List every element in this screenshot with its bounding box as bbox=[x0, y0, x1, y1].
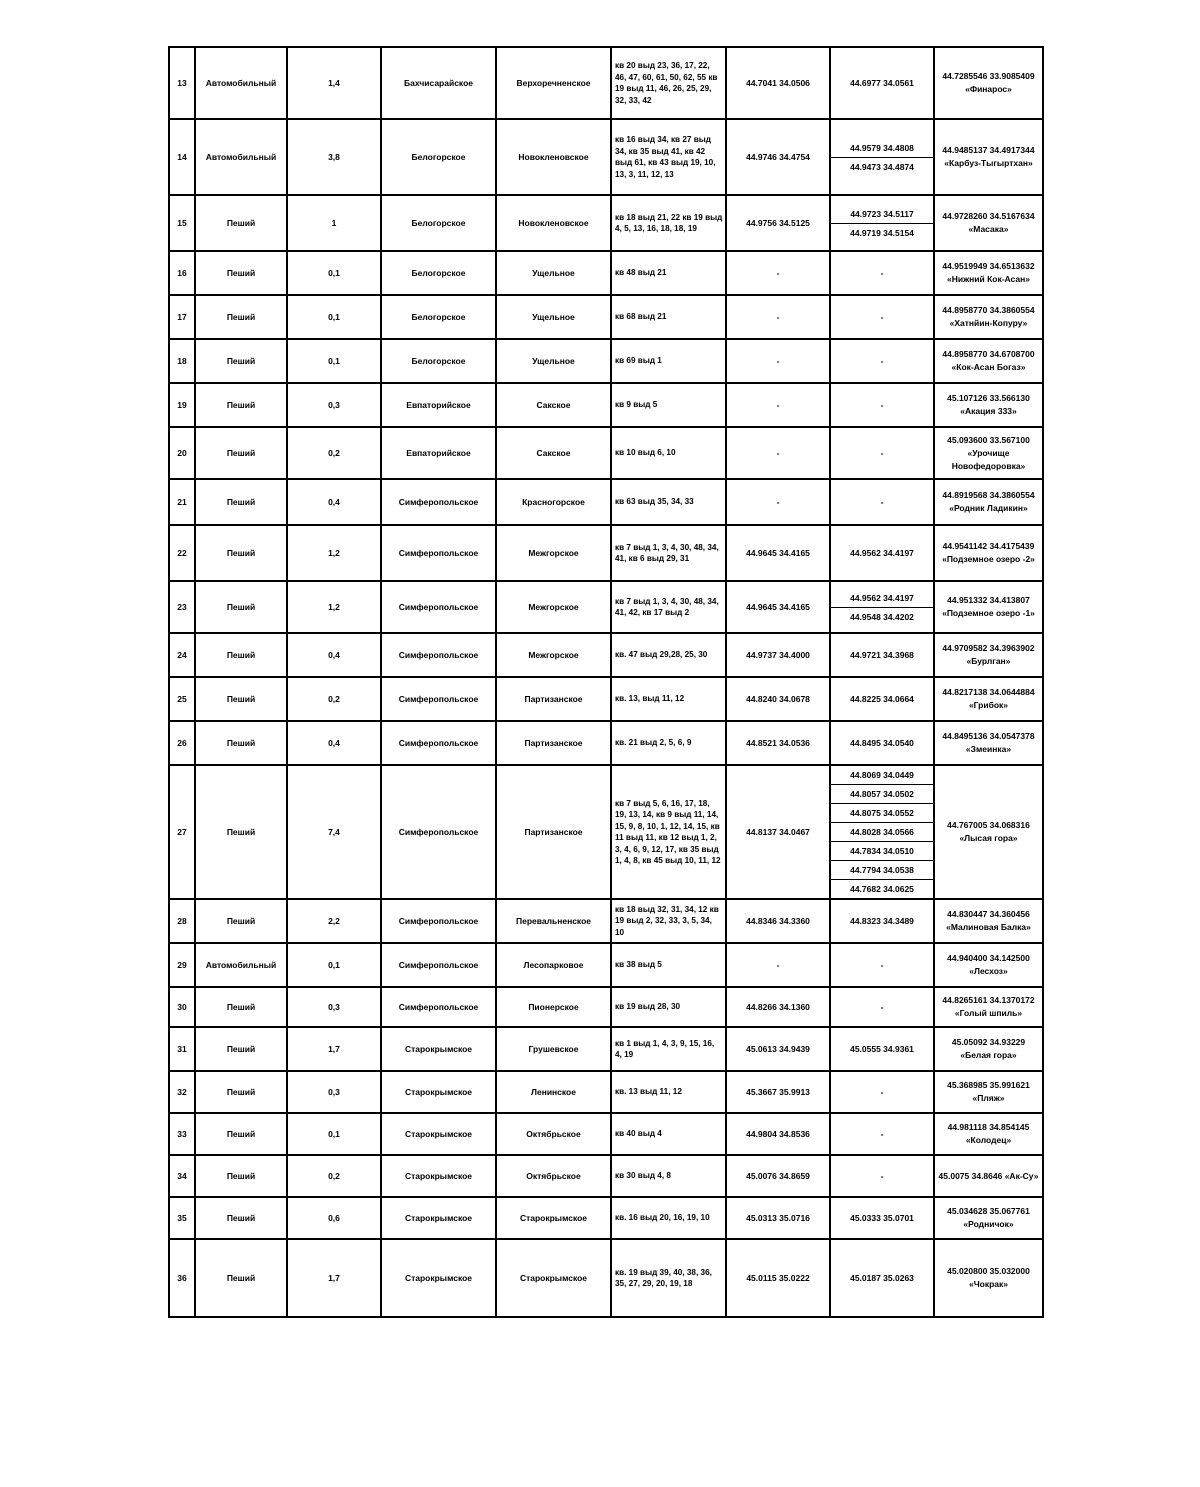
route-length: 1,2 bbox=[287, 525, 381, 581]
table-body bbox=[169, 47, 1043, 1317]
site-location: 44.8919568 34.3860554 «Родник Ладикин» bbox=[934, 479, 1043, 525]
forest-district: Ленинское bbox=[496, 1071, 611, 1113]
route-type: Пеший bbox=[195, 295, 287, 339]
table-row bbox=[169, 119, 1043, 195]
forest-district: Новокленовское bbox=[496, 119, 611, 195]
route-type: Пеший bbox=[195, 1071, 287, 1113]
table-row bbox=[169, 339, 1043, 383]
forest-district: Октябрьское bbox=[496, 1155, 611, 1197]
end-coords: 44.9562 34.4197 bbox=[830, 525, 934, 581]
table-row bbox=[169, 251, 1043, 295]
route-length: 0,4 bbox=[287, 633, 381, 677]
forest-district: Старокрымское bbox=[496, 1239, 611, 1317]
start-coords: - bbox=[726, 383, 830, 427]
table-row bbox=[169, 1239, 1043, 1317]
route-length: 2,2 bbox=[287, 899, 381, 943]
row-number: 23 bbox=[169, 581, 195, 633]
end-coords-stack bbox=[831, 766, 933, 898]
forest-district: Ущельное bbox=[496, 295, 611, 339]
table-row bbox=[169, 677, 1043, 721]
quarters-list: кв 10 выд 6, 10 bbox=[611, 427, 726, 479]
quarters-list: кв. 19 выд 39, 40, 38, 36, 35, 27, 29, 20, 19, 18 bbox=[611, 1239, 726, 1317]
site-location: 44.830447 34.360456 «Малиновая Балка» bbox=[934, 899, 1043, 943]
row-number: 22 bbox=[169, 525, 195, 581]
table-row bbox=[169, 1197, 1043, 1239]
forest-district: Октябрьское bbox=[496, 1113, 611, 1155]
row-number: 17 bbox=[169, 295, 195, 339]
route-length: 1,2 bbox=[287, 581, 381, 633]
route-type: Пеший bbox=[195, 1239, 287, 1317]
site-location: 45.107126 33.566130 «Акация 333» bbox=[934, 383, 1043, 427]
start-coords: 44.9645 34.4165 bbox=[726, 525, 830, 581]
route-length: 0,3 bbox=[287, 383, 381, 427]
table-row bbox=[169, 47, 1043, 119]
forest-district: Партизанское bbox=[496, 677, 611, 721]
start-coords: - bbox=[726, 943, 830, 987]
forest-district: Сакское bbox=[496, 427, 611, 479]
end-coords: - bbox=[830, 479, 934, 525]
forestry-name: Евпаторийское bbox=[381, 383, 496, 427]
end-coords: 44.9721 34.3968 bbox=[830, 633, 934, 677]
end-coords: 44.8323 34.3489 bbox=[830, 899, 934, 943]
route-length: 0,2 bbox=[287, 677, 381, 721]
route-type: Пеший bbox=[195, 525, 287, 581]
end-coords-value: 44.8075 34.0552 bbox=[831, 804, 933, 823]
forestry-name: Белогорское bbox=[381, 119, 496, 195]
site-location: 44.7285546 33.9085409 «Финарос» bbox=[934, 47, 1043, 119]
end-coords-value: 44.9723 34.5117 bbox=[831, 205, 933, 224]
site-location: 45.0075 34.8646 «Ак-Су» bbox=[934, 1155, 1043, 1197]
site-location: 45.020800 35.032000 «Чокрак» bbox=[934, 1239, 1043, 1317]
start-coords: 45.0115 35.0222 bbox=[726, 1239, 830, 1317]
forest-district: Межгорское bbox=[496, 633, 611, 677]
quarters-list: кв 18 выд 32, 31, 34, 12 кв 19 выд 2, 32, 33, 3, 5, 34, 10 bbox=[611, 899, 726, 943]
site-location: 45.093600 33.567100 «Урочище Новофедоровка» bbox=[934, 427, 1043, 479]
start-coords: 44.7041 34.0506 bbox=[726, 47, 830, 119]
start-coords: 44.9804 34.8536 bbox=[726, 1113, 830, 1155]
forest-district: Ущельное bbox=[496, 339, 611, 383]
route-length: 0,2 bbox=[287, 427, 381, 479]
row-number: 24 bbox=[169, 633, 195, 677]
start-coords: 44.9645 34.4165 bbox=[726, 581, 830, 633]
route-length: 3,8 bbox=[287, 119, 381, 195]
end-coords-value: 44.9473 34.4874 bbox=[850, 161, 914, 172]
site-location: 44.8958770 34.6708700 «Кок-Асан Богаз» bbox=[934, 339, 1043, 383]
row-number: 31 bbox=[169, 1027, 195, 1071]
table-row bbox=[169, 987, 1043, 1027]
end-coords: - bbox=[830, 1155, 934, 1197]
route-type: Пеший bbox=[195, 479, 287, 525]
route-length: 1,4 bbox=[287, 47, 381, 119]
end-coords-value: 44.7834 34.0510 bbox=[831, 842, 933, 861]
row-number: 35 bbox=[169, 1197, 195, 1239]
row-number: 21 bbox=[169, 479, 195, 525]
forest-district: Сакское bbox=[496, 383, 611, 427]
forest-district: Красногорское bbox=[496, 479, 611, 525]
end-coords-value: 44.7682 34.0625 bbox=[850, 884, 914, 894]
row-number: 32 bbox=[169, 1071, 195, 1113]
site-location: 44.9519949 34.6513632 «Нижний Кок-Асан» bbox=[934, 251, 1043, 295]
forest-district: Межгорское bbox=[496, 525, 611, 581]
route-type: Пеший bbox=[195, 383, 287, 427]
row-number: 28 bbox=[169, 899, 195, 943]
table-row bbox=[169, 581, 1043, 633]
table-row bbox=[169, 195, 1043, 251]
site-location: 44.8958770 34.3860554 «Хатнйин-Копуру» bbox=[934, 295, 1043, 339]
end-coords: - bbox=[830, 383, 934, 427]
site-location: 44.8217138 34.0644884 «Грибок» bbox=[934, 677, 1043, 721]
site-location: 44.9485137 34.4917344 «Карбуз-Тыгыртхан» bbox=[934, 119, 1043, 195]
end-coords-value: 44.9719 34.5154 bbox=[850, 227, 914, 238]
row-number: 15 bbox=[169, 195, 195, 251]
end-coords: 45.0333 35.0701 bbox=[830, 1197, 934, 1239]
row-number: 36 bbox=[169, 1239, 195, 1317]
forest-district: Грушевское bbox=[496, 1027, 611, 1071]
forest-district: Верхоречненское bbox=[496, 47, 611, 119]
start-coords: - bbox=[726, 339, 830, 383]
end-coords-stack bbox=[831, 205, 933, 242]
forest-district: Новокленовское bbox=[496, 195, 611, 251]
row-number: 29 bbox=[169, 943, 195, 987]
forest-district: Партизанское bbox=[496, 721, 611, 765]
end-coords-value: 44.7794 34.0538 bbox=[831, 861, 933, 880]
start-coords: 45.0613 34.9439 bbox=[726, 1027, 830, 1071]
start-coords: 44.8346 34.3360 bbox=[726, 899, 830, 943]
table-row bbox=[169, 899, 1043, 943]
row-number: 34 bbox=[169, 1155, 195, 1197]
quarters-list: кв 16 выд 34, кв 27 выд 34, кв 35 выд 41, кв 42 выд 61, кв 43 выд 19, 10, 13, 3, 11, 12, 13 bbox=[611, 119, 726, 195]
forest-district: Старокрымское bbox=[496, 1197, 611, 1239]
site-location: 44.981118 34.854145 «Колодец» bbox=[934, 1113, 1043, 1155]
forestry-name: Старокрымское bbox=[381, 1197, 496, 1239]
quarters-list: кв. 16 выд 20, 16, 19, 10 bbox=[611, 1197, 726, 1239]
end-coords-value: 44.9548 34.4202 bbox=[850, 611, 914, 622]
end-coords bbox=[830, 581, 934, 633]
forest-district: Лесопарковое bbox=[496, 943, 611, 987]
quarters-list: кв 69 выд 1 bbox=[611, 339, 726, 383]
quarters-list: кв 7 выд 1, 3, 4, 30, 48, 34, 41, кв 6 выд 29, 31 bbox=[611, 525, 726, 581]
table-row bbox=[169, 633, 1043, 677]
route-length: 0,1 bbox=[287, 295, 381, 339]
route-type: Пеший bbox=[195, 195, 287, 251]
forestry-name: Симферопольское bbox=[381, 525, 496, 581]
row-number: 19 bbox=[169, 383, 195, 427]
table-row bbox=[169, 427, 1043, 479]
quarters-list: кв 7 выд 1, 3, 4, 30, 48, 34, 41, 42, кв 17 выд 2 bbox=[611, 581, 726, 633]
end-coords: - bbox=[830, 987, 934, 1027]
route-type: Пеший bbox=[195, 581, 287, 633]
site-location: 44.9709582 34.3963902 «Бурлган» bbox=[934, 633, 1043, 677]
row-number: 18 bbox=[169, 339, 195, 383]
start-coords: 45.3667 35.9913 bbox=[726, 1071, 830, 1113]
start-coords: 44.8521 34.0536 bbox=[726, 721, 830, 765]
route-length: 0,1 bbox=[287, 251, 381, 295]
forestry-name: Симферопольское bbox=[381, 721, 496, 765]
forestry-name: Симферопольское bbox=[381, 633, 496, 677]
route-length: 0,1 bbox=[287, 339, 381, 383]
route-type: Пеший bbox=[195, 339, 287, 383]
end-coords: - bbox=[830, 1113, 934, 1155]
route-type: Пеший bbox=[195, 633, 287, 677]
start-coords: 44.8266 34.1360 bbox=[726, 987, 830, 1027]
table-row bbox=[169, 295, 1043, 339]
row-number: 20 bbox=[169, 427, 195, 479]
route-length: 7,4 bbox=[287, 765, 381, 899]
forestry-name: Старокрымское bbox=[381, 1071, 496, 1113]
table-row bbox=[169, 1155, 1043, 1197]
row-number: 13 bbox=[169, 47, 195, 119]
table-row bbox=[169, 943, 1043, 987]
route-length: 1,7 bbox=[287, 1027, 381, 1071]
table-row bbox=[169, 479, 1043, 525]
start-coords: - bbox=[726, 427, 830, 479]
route-length: 0,1 bbox=[287, 943, 381, 987]
end-coords: - bbox=[830, 339, 934, 383]
start-coords: 45.0076 34.8659 bbox=[726, 1155, 830, 1197]
quarters-list: кв 68 выд 21 bbox=[611, 295, 726, 339]
end-coords-value: 44.9562 34.4197 bbox=[831, 589, 933, 608]
route-type: Пеший bbox=[195, 987, 287, 1027]
forestry-name: Белогорское bbox=[381, 251, 496, 295]
start-coords: 44.8240 34.0678 bbox=[726, 677, 830, 721]
end-coords bbox=[830, 765, 934, 899]
forest-district: Ущельное bbox=[496, 251, 611, 295]
forestry-name: Симферопольское bbox=[381, 943, 496, 987]
start-coords: 44.8137 34.0467 bbox=[726, 765, 830, 899]
table-row bbox=[169, 525, 1043, 581]
quarters-list: кв 30 выд 4, 8 bbox=[611, 1155, 726, 1197]
forest-district: Межгорское bbox=[496, 581, 611, 633]
route-type: Автомобильный bbox=[195, 943, 287, 987]
end-coords-value: 44.8028 34.0566 bbox=[831, 823, 933, 842]
site-location: 45.368985 35.991621 «Пляж» bbox=[934, 1071, 1043, 1113]
quarters-list: кв 19 выд 28, 30 bbox=[611, 987, 726, 1027]
route-length: 0,3 bbox=[287, 1071, 381, 1113]
route-type: Автомобильный bbox=[195, 47, 287, 119]
route-length: 1,7 bbox=[287, 1239, 381, 1317]
table-row bbox=[169, 1071, 1043, 1113]
row-number: 30 bbox=[169, 987, 195, 1027]
route-length: 1 bbox=[287, 195, 381, 251]
end-coords-value: 44.8069 34.0449 bbox=[831, 766, 933, 785]
row-number: 25 bbox=[169, 677, 195, 721]
route-type: Автомобильный bbox=[195, 119, 287, 195]
forest-district: Партизанское bbox=[496, 765, 611, 899]
end-coords: - bbox=[830, 943, 934, 987]
site-location: 45.05092 34.93229 «Белая гора» bbox=[934, 1027, 1043, 1071]
site-location: 44.951332 34.413807 «Подземное озеро -1» bbox=[934, 581, 1043, 633]
end-coords-value: 44.8057 34.0502 bbox=[831, 785, 933, 804]
route-type: Пеший bbox=[195, 1027, 287, 1071]
row-number: 16 bbox=[169, 251, 195, 295]
table-row bbox=[169, 721, 1043, 765]
end-coords-value: 44.9579 34.4808 bbox=[831, 139, 933, 158]
quarters-list: кв 18 выд 21, 22 кв 19 выд 4, 5, 13, 16, 18, 18, 19 bbox=[611, 195, 726, 251]
route-length: 0,1 bbox=[287, 1113, 381, 1155]
start-coords: 44.9737 34.4000 bbox=[726, 633, 830, 677]
end-coords: - bbox=[830, 427, 934, 479]
forest-district: Перевальненское bbox=[496, 899, 611, 943]
route-type: Пеший bbox=[195, 899, 287, 943]
row-number: 33 bbox=[169, 1113, 195, 1155]
route-type: Пеший bbox=[195, 677, 287, 721]
forestry-name: Старокрымское bbox=[381, 1027, 496, 1071]
quarters-list: кв 20 выд 23, 36, 17, 22, 46, 47, 60, 61, 50, 62, 55 кв 19 выд 11, 46, 26, 25, 29, 32, 33, 42 bbox=[611, 47, 726, 119]
start-coords: 45.0313 35.0716 bbox=[726, 1197, 830, 1239]
row-number: 27 bbox=[169, 765, 195, 899]
route-length: 0,4 bbox=[287, 721, 381, 765]
end-coords bbox=[830, 119, 934, 195]
forestry-name: Симферопольское bbox=[381, 581, 496, 633]
route-type: Пеший bbox=[195, 1155, 287, 1197]
row-number: 26 bbox=[169, 721, 195, 765]
forestry-name: Белогорское bbox=[381, 295, 496, 339]
site-location: 44.940400 34.142500 «Лесхоз» bbox=[934, 943, 1043, 987]
quarters-list: кв 7 выд 5, 6, 16, 17, 18, 19, 13, 14, кв 9 выд 11, 14, 15, 9, 8, 10, 1, 12, 14, 15, кв 11 выд 11, кв 12 выд 1, 2, 3, 4, 6, 9, 12, 17, кв 35 выд 1, 4, 8, кв 45 выд 10, 11, 12 bbox=[611, 765, 726, 899]
forestry-name: Старокрымское bbox=[381, 1239, 496, 1317]
route-type: Пеший bbox=[195, 1113, 287, 1155]
table-row bbox=[169, 765, 1043, 899]
site-location: 44.8265161 34.1370172 «Голый шпиль» bbox=[934, 987, 1043, 1027]
forestry-name: Симферопольское bbox=[381, 899, 496, 943]
end-coords: - bbox=[830, 251, 934, 295]
quarters-list: кв. 13, выд 11, 12 bbox=[611, 677, 726, 721]
forestry-name: Евпаторийское bbox=[381, 427, 496, 479]
forestry-name: Симферопольское bbox=[381, 765, 496, 899]
end-coords: - bbox=[830, 1071, 934, 1113]
table-row bbox=[169, 1113, 1043, 1155]
site-location: 45.034628 35.067761 «Родничок» bbox=[934, 1197, 1043, 1239]
forestry-name: Симферопольское bbox=[381, 479, 496, 525]
document-page bbox=[168, 46, 1044, 1318]
trails-table bbox=[168, 46, 1044, 1318]
quarters-list: кв 1 выд 1, 4, 3, 9, 15, 16, 4, 19 bbox=[611, 1027, 726, 1071]
forestry-name: Белогорское bbox=[381, 195, 496, 251]
row-number: 14 bbox=[169, 119, 195, 195]
route-length: 0,3 bbox=[287, 987, 381, 1027]
end-coords: 45.0555 34.9361 bbox=[830, 1027, 934, 1071]
site-location: 44.9728260 34.5167634 «Масака» bbox=[934, 195, 1043, 251]
end-coords: 44.8495 34.0540 bbox=[830, 721, 934, 765]
end-coords: 44.6977 34.0561 bbox=[830, 47, 934, 119]
start-coords: - bbox=[726, 251, 830, 295]
quarters-list: кв 48 выд 21 bbox=[611, 251, 726, 295]
table-row bbox=[169, 1027, 1043, 1071]
quarters-list: кв. 47 выд 29,28, 25, 30 bbox=[611, 633, 726, 677]
site-location: 44.9541142 34.4175439 «Подземное озеро -2» bbox=[934, 525, 1043, 581]
quarters-list: кв. 21 выд 2, 5, 6, 9 bbox=[611, 721, 726, 765]
route-type: Пеший bbox=[195, 427, 287, 479]
forestry-name: Белогорское bbox=[381, 339, 496, 383]
quarters-list: кв 63 выд 35, 34, 33 bbox=[611, 479, 726, 525]
site-location: 44.767005 34.068316 «Лысая гора» bbox=[934, 765, 1043, 899]
start-coords: 44.9756 34.5125 bbox=[726, 195, 830, 251]
forest-district: Пионерское bbox=[496, 987, 611, 1027]
route-length: 0,2 bbox=[287, 1155, 381, 1197]
forestry-name: Симферопольское bbox=[381, 987, 496, 1027]
forestry-name: Старокрымское bbox=[381, 1113, 496, 1155]
route-type: Пеший bbox=[195, 765, 287, 899]
end-coords: - bbox=[830, 295, 934, 339]
forestry-name: Симферопольское bbox=[381, 677, 496, 721]
end-coords-stack bbox=[831, 589, 933, 626]
start-coords: - bbox=[726, 479, 830, 525]
route-length: 0,4 bbox=[287, 479, 381, 525]
forestry-name: Бахчисарайское bbox=[381, 47, 496, 119]
quarters-list: кв. 13 выд 11, 12 bbox=[611, 1071, 726, 1113]
route-type: Пеший bbox=[195, 1197, 287, 1239]
start-coords: - bbox=[726, 295, 830, 339]
end-coords bbox=[830, 195, 934, 251]
route-length: 0,6 bbox=[287, 1197, 381, 1239]
route-type: Пеший bbox=[195, 721, 287, 765]
end-coords-stack bbox=[831, 139, 933, 176]
quarters-list: кв 38 выд 5 bbox=[611, 943, 726, 987]
quarters-list: кв 9 выд 5 bbox=[611, 383, 726, 427]
start-coords: 44.9746 34.4754 bbox=[726, 119, 830, 195]
end-coords: 44.8225 34.0664 bbox=[830, 677, 934, 721]
end-coords: 45.0187 35.0263 bbox=[830, 1239, 934, 1317]
quarters-list: кв 40 выд 4 bbox=[611, 1113, 726, 1155]
route-type: Пеший bbox=[195, 251, 287, 295]
site-location: 44.8495136 34.0547378 «Змеинка» bbox=[934, 721, 1043, 765]
table-row bbox=[169, 383, 1043, 427]
forestry-name: Старокрымское bbox=[381, 1155, 496, 1197]
